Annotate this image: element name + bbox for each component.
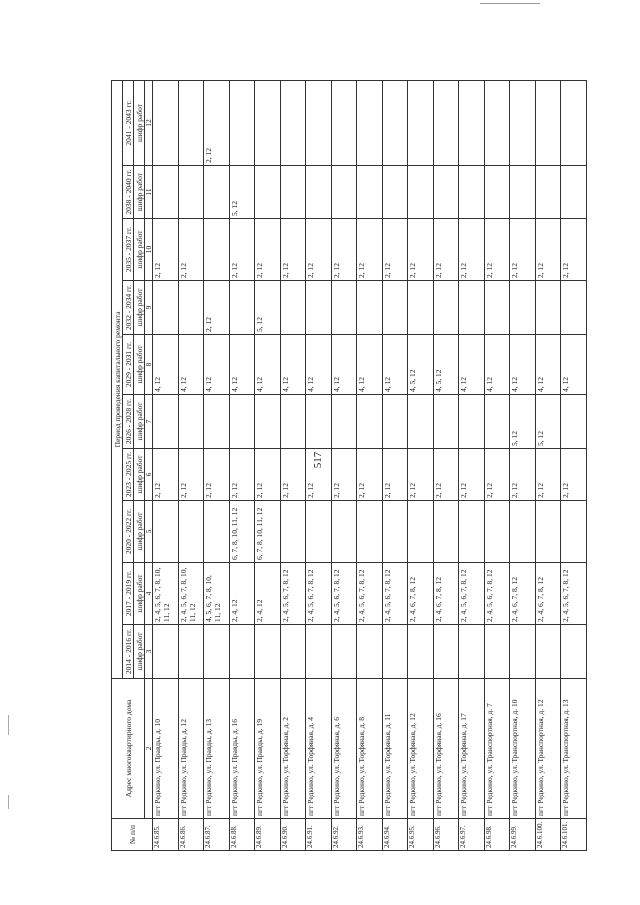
cell-2020 bbox=[178, 501, 204, 563]
cell-2038 bbox=[153, 166, 179, 219]
cell-2017: 2, 4, 5, 6, 7, 8, 12 bbox=[357, 563, 383, 625]
cell-2014 bbox=[408, 625, 434, 679]
cell-2041 bbox=[433, 80, 459, 165]
cell-2020 bbox=[561, 501, 587, 563]
cell-2038 bbox=[204, 166, 230, 219]
row-number: 24.6.91. bbox=[306, 819, 332, 851]
cell-2023: 2, 12 bbox=[280, 449, 306, 501]
table-body bbox=[153, 80, 587, 850]
row-number: 24.6.99. bbox=[510, 819, 536, 851]
cell-2041 bbox=[535, 80, 561, 165]
table-row bbox=[382, 80, 408, 850]
cell-2029: 4, 12 bbox=[459, 335, 485, 395]
cell-2041 bbox=[280, 80, 306, 165]
cell-2038 bbox=[433, 166, 459, 219]
cell-2035: 2, 12 bbox=[153, 219, 179, 281]
row-address: пгт Редкино, ул. Торфяная, д. 4 bbox=[306, 679, 332, 819]
cell-2035: 2, 12 bbox=[229, 219, 255, 281]
cell-2023: 2, 12 bbox=[433, 449, 459, 501]
row-address: пгт Редкино, ул. Правды, д. 10 bbox=[153, 679, 179, 819]
row-number: 24.6.93. bbox=[357, 819, 383, 851]
cell-2035: 2, 12 bbox=[357, 219, 383, 281]
header-index: 4 bbox=[145, 563, 153, 625]
cell-2026 bbox=[433, 395, 459, 449]
table-row bbox=[280, 80, 306, 850]
header-cipher: шифр работ bbox=[134, 625, 145, 679]
header-num: № п/п bbox=[112, 819, 153, 851]
cell-2041 bbox=[459, 80, 485, 165]
row-number: 24.6.101. bbox=[561, 819, 587, 851]
header-period: 2038 - 2040 гг. bbox=[123, 166, 134, 219]
cell-2038: 5, 12 bbox=[229, 166, 255, 219]
cell-2014 bbox=[306, 625, 332, 679]
header-cipher: шифр работ bbox=[134, 563, 145, 625]
header-index: 12 bbox=[145, 80, 153, 165]
row-number: 24.6.94. bbox=[382, 819, 408, 851]
cell-2023: 2, 12 bbox=[204, 449, 230, 501]
cell-2020 bbox=[433, 501, 459, 563]
cell-2029: 4, 12 bbox=[280, 335, 306, 395]
row-address: пгт Редкино, ул. Транспортная, д. 10 bbox=[510, 679, 536, 819]
cell-2017: 2, 4, 5, 6, 7, 8, 12 bbox=[306, 563, 332, 625]
header-index: 6 bbox=[145, 449, 153, 501]
cell-2014 bbox=[510, 625, 536, 679]
cell-2020 bbox=[535, 501, 561, 563]
cell-2014 bbox=[229, 625, 255, 679]
scan-mark bbox=[8, 715, 9, 735]
cell-2035: 2, 12 bbox=[510, 219, 536, 281]
cell-2023: 2, 12 bbox=[357, 449, 383, 501]
cell-2026 bbox=[280, 395, 306, 449]
cell-2026 bbox=[255, 395, 281, 449]
cell-2029: 4, 12 bbox=[306, 335, 332, 395]
table-row bbox=[153, 80, 179, 850]
header-period: 2035 - 2037 гг. bbox=[123, 219, 134, 281]
cell-2023: 2, 12 bbox=[510, 449, 536, 501]
header-index: 10 bbox=[145, 219, 153, 281]
cell-2035: 2, 12 bbox=[178, 219, 204, 281]
cell-2023: 2, 12 bbox=[229, 449, 255, 501]
cell-2020 bbox=[484, 501, 510, 563]
scan-edge bbox=[480, 3, 540, 4]
cell-2017: 2, 4, 5, 6, 7, 8, 12 bbox=[280, 563, 306, 625]
cell-2041 bbox=[229, 80, 255, 165]
cell-2026 bbox=[306, 395, 332, 449]
header-period: 2017 - 2019 гг. bbox=[123, 563, 134, 625]
row-address: пгт Редкино, ул. Правды, д. 13 bbox=[204, 679, 230, 819]
cell-2041 bbox=[153, 80, 179, 165]
table-row bbox=[255, 80, 281, 850]
cell-2038 bbox=[535, 166, 561, 219]
cell-2041 bbox=[382, 80, 408, 165]
row-number: 24.6.85. bbox=[153, 819, 179, 851]
cell-2026 bbox=[229, 395, 255, 449]
cell-2029: 4, 12 bbox=[331, 335, 357, 395]
cell-2026 bbox=[331, 395, 357, 449]
cell-2026 bbox=[357, 395, 383, 449]
cell-2032: 2, 12 bbox=[204, 281, 230, 335]
cell-2026 bbox=[204, 395, 230, 449]
row-number: 24.6.95. bbox=[408, 819, 434, 851]
row-address: пгт Редкино, ул. Торфяная, д. 8 bbox=[357, 679, 383, 819]
cell-2038 bbox=[178, 166, 204, 219]
table-row bbox=[433, 80, 459, 850]
table-row bbox=[229, 80, 255, 850]
cell-2041 bbox=[255, 80, 281, 165]
row-address: пгт Редкино, ул. Транспортная, д. 13 bbox=[561, 679, 587, 819]
row-address: пгт Редкино, ул. Торфяная, д. 12 bbox=[408, 679, 434, 819]
cell-2029: 4, 12 bbox=[255, 335, 281, 395]
header-cipher: шифр работ bbox=[134, 281, 145, 335]
cell-2017: 2, 4, 5, 6, 7, 8, 10, 11, 12 bbox=[178, 563, 204, 625]
cell-2038 bbox=[484, 166, 510, 219]
cell-2032 bbox=[306, 281, 332, 335]
cell-2029: 4, 5, 12 bbox=[408, 335, 434, 395]
cell-2014 bbox=[535, 625, 561, 679]
cell-2017: 2, 4, 6, 7, 8, 12 bbox=[510, 563, 536, 625]
cell-2032 bbox=[535, 281, 561, 335]
row-address: пгт Редкино, ул. Транспортная, д. 7 bbox=[484, 679, 510, 819]
cell-2032 bbox=[510, 281, 536, 335]
page-number: 517 bbox=[312, 451, 324, 469]
row-address: пгт Редкино, ул. Правды, д. 12 bbox=[178, 679, 204, 819]
cell-2026: 5, 12 bbox=[535, 395, 561, 449]
row-number: 24.6.100. bbox=[535, 819, 561, 851]
cell-2020 bbox=[331, 501, 357, 563]
cell-2014 bbox=[433, 625, 459, 679]
row-address: пгт Редкино, ул. Торфяная, д. 16 bbox=[433, 679, 459, 819]
cell-2020 bbox=[510, 501, 536, 563]
cell-2035: 2, 12 bbox=[306, 219, 332, 281]
cell-2029: 4, 5, 12 bbox=[433, 335, 459, 395]
cell-2041 bbox=[178, 80, 204, 165]
cell-2017: 2, 4, 5, 6, 7, 8, 12 bbox=[459, 563, 485, 625]
cell-2014 bbox=[255, 625, 281, 679]
cell-2017: 2, 4, 5, 6, 7, 8, 12 bbox=[331, 563, 357, 625]
cell-2017: 4, 5, 6, 7, 8, 10, 11, 12 bbox=[204, 563, 230, 625]
cell-2029: 4, 12 bbox=[382, 335, 408, 395]
cell-2023: 2, 12 bbox=[535, 449, 561, 501]
cell-2014 bbox=[280, 625, 306, 679]
cell-2038 bbox=[306, 166, 332, 219]
cell-2038 bbox=[255, 166, 281, 219]
table-row bbox=[510, 80, 536, 850]
cell-2035: 2, 12 bbox=[433, 219, 459, 281]
cell-2020 bbox=[280, 501, 306, 563]
cell-2029: 4, 12 bbox=[204, 335, 230, 395]
rotated-table-wrapper bbox=[111, 81, 581, 851]
header-cipher: шифр работ bbox=[134, 219, 145, 281]
cell-2023: 2, 12 bbox=[153, 449, 179, 501]
table-row bbox=[306, 80, 332, 850]
header-period: 2020 - 2022 гг. bbox=[123, 501, 134, 563]
header-cipher: шифр работ bbox=[134, 335, 145, 395]
cell-2035: 2, 12 bbox=[561, 219, 587, 281]
cell-2020 bbox=[204, 501, 230, 563]
cell-2032 bbox=[382, 281, 408, 335]
cell-2023: 2, 12 bbox=[459, 449, 485, 501]
table-row bbox=[459, 80, 485, 850]
cell-2020: 6, 7, 8, 10, 11, 12 bbox=[255, 501, 281, 563]
table-row bbox=[535, 80, 561, 850]
cell-2041 bbox=[357, 80, 383, 165]
cell-2023: 2, 12 bbox=[561, 449, 587, 501]
cell-2023: 2, 12 bbox=[331, 449, 357, 501]
cell-2020 bbox=[357, 501, 383, 563]
header-cipher: шифр работ bbox=[134, 80, 145, 165]
cell-2035: 2, 12 bbox=[382, 219, 408, 281]
cell-2023: 2, 12 bbox=[408, 449, 434, 501]
table-row bbox=[204, 80, 230, 850]
row-number: 24.6.97. bbox=[459, 819, 485, 851]
cell-2035: 2, 12 bbox=[484, 219, 510, 281]
cell-2041 bbox=[484, 80, 510, 165]
row-address: пгт Редкино, ул. Торфяная, д. 6 bbox=[331, 679, 357, 819]
header-index: 11 bbox=[145, 166, 153, 219]
cell-2017: 2, 4, 6, 7, 8, 12 bbox=[433, 563, 459, 625]
cell-2017: 2, 4, 12 bbox=[229, 563, 255, 625]
cell-2023: 2, 12 bbox=[382, 449, 408, 501]
row-address: пгт Редкино, ул. Правды, д. 19 bbox=[255, 679, 281, 819]
header-cipher: шифр работ bbox=[134, 166, 145, 219]
cell-2017: 2, 4, 5, 6, 7, 8, 12 bbox=[561, 563, 587, 625]
cell-2041: 2, 12 bbox=[204, 80, 230, 165]
cell-2020 bbox=[408, 501, 434, 563]
cell-2032 bbox=[484, 281, 510, 335]
cell-2014 bbox=[204, 625, 230, 679]
header-index: 7 bbox=[145, 395, 153, 449]
cell-2014 bbox=[153, 625, 179, 679]
cell-2038 bbox=[561, 166, 587, 219]
cell-2029: 4, 12 bbox=[229, 335, 255, 395]
cell-2026 bbox=[153, 395, 179, 449]
cell-2023: 2, 12 bbox=[306, 449, 332, 501]
cell-2032 bbox=[561, 281, 587, 335]
cell-2032 bbox=[280, 281, 306, 335]
row-address: пгт Редкино, ул. Торфяная, д. 11 bbox=[382, 679, 408, 819]
header-period: 2041 - 2043 гг. bbox=[123, 80, 134, 165]
scan-mark bbox=[8, 795, 9, 809]
cell-2014 bbox=[178, 625, 204, 679]
cell-2038 bbox=[280, 166, 306, 219]
cell-2017: 2, 4, 6, 7, 8, 12 bbox=[535, 563, 561, 625]
table-row bbox=[357, 80, 383, 850]
header-period: 2023 - 2025 гг. bbox=[123, 449, 134, 501]
cell-2017: 2, 4, 5, 6, 7, 8, 10, 11, 12 bbox=[153, 563, 179, 625]
cell-2038 bbox=[510, 166, 536, 219]
row-number: 24.6.92. bbox=[331, 819, 357, 851]
cell-2014 bbox=[331, 625, 357, 679]
header-index: 3 bbox=[145, 625, 153, 679]
cell-2029: 4, 12 bbox=[510, 335, 536, 395]
cell-2032 bbox=[357, 281, 383, 335]
cell-2026 bbox=[561, 395, 587, 449]
cell-2014 bbox=[382, 625, 408, 679]
header-period-title: Период проведения капитального ремонта bbox=[112, 80, 123, 678]
cell-2032 bbox=[331, 281, 357, 335]
cell-2020 bbox=[306, 501, 332, 563]
header-period: 2026 - 2028 гг. bbox=[123, 395, 134, 449]
cell-2035: 2, 12 bbox=[408, 219, 434, 281]
cell-2026: 5, 12 bbox=[510, 395, 536, 449]
cell-2026 bbox=[459, 395, 485, 449]
cell-2026 bbox=[484, 395, 510, 449]
cell-2041 bbox=[408, 80, 434, 165]
cell-2023: 2, 12 bbox=[484, 449, 510, 501]
cell-2029: 4, 12 bbox=[484, 335, 510, 395]
cell-2038 bbox=[459, 166, 485, 219]
cell-2029: 4, 12 bbox=[357, 335, 383, 395]
cell-2014 bbox=[357, 625, 383, 679]
cell-2035: 2, 12 bbox=[459, 219, 485, 281]
row-number: 24.6.98. bbox=[484, 819, 510, 851]
cell-2038 bbox=[331, 166, 357, 219]
cell-2035: 2, 12 bbox=[535, 219, 561, 281]
header-address: Адрес многоквартирного дома bbox=[112, 679, 145, 819]
cell-2038 bbox=[382, 166, 408, 219]
cell-2017: 2, 4, 5, 6, 7, 8, 12 bbox=[484, 563, 510, 625]
cell-2041 bbox=[306, 80, 332, 165]
header-cipher: шифр работ bbox=[134, 395, 145, 449]
cell-2032 bbox=[153, 281, 179, 335]
header-cipher: шифр работ bbox=[134, 501, 145, 563]
row-number: 24.6.88. bbox=[229, 819, 255, 851]
row-number: 24.6.96. bbox=[433, 819, 459, 851]
cell-2026 bbox=[382, 395, 408, 449]
table-row bbox=[331, 80, 357, 850]
header-period: 2029 - 2031 гг. bbox=[123, 335, 134, 395]
cell-2029: 4, 12 bbox=[178, 335, 204, 395]
cell-2041 bbox=[331, 80, 357, 165]
cell-2032 bbox=[229, 281, 255, 335]
cell-2041 bbox=[561, 80, 587, 165]
header-index: 8 bbox=[145, 335, 153, 395]
cell-2014 bbox=[484, 625, 510, 679]
cell-2017: 2, 4, 12 bbox=[255, 563, 281, 625]
cell-2032 bbox=[408, 281, 434, 335]
cell-2017: 2, 4, 6, 7, 8, 12 bbox=[408, 563, 434, 625]
cell-2023: 2, 12 bbox=[178, 449, 204, 501]
cell-2032: 5, 12 bbox=[255, 281, 281, 335]
table-row bbox=[408, 80, 434, 850]
cell-2038 bbox=[357, 166, 383, 219]
header-index: 2 bbox=[145, 679, 153, 819]
row-address: пгт Редкино, ул. Торфяная, д. 2 bbox=[280, 679, 306, 819]
cell-2014 bbox=[561, 625, 587, 679]
row-address: пгт Редкино, ул. Торфяная, д. 17 bbox=[459, 679, 485, 819]
cell-2023: 2, 12 bbox=[255, 449, 281, 501]
row-number: 24.6.89. bbox=[255, 819, 281, 851]
cell-2026 bbox=[408, 395, 434, 449]
cell-2035 bbox=[204, 219, 230, 281]
cell-2041 bbox=[510, 80, 536, 165]
cell-2017: 2, 4, 5, 6, 7, 8, 12 bbox=[382, 563, 408, 625]
cell-2020: 6, 7, 8, 10, 11, 12 bbox=[229, 501, 255, 563]
header-index: 5 bbox=[145, 501, 153, 563]
row-number: 24.6.90. bbox=[280, 819, 306, 851]
cell-2020 bbox=[153, 501, 179, 563]
table-row bbox=[561, 80, 587, 850]
cell-2020 bbox=[459, 501, 485, 563]
row-address: пгт Редкино, ул. Транспортная, д. 12 bbox=[535, 679, 561, 819]
table-row bbox=[178, 80, 204, 850]
header-cipher: шифр работ bbox=[134, 449, 145, 501]
cell-2032 bbox=[459, 281, 485, 335]
repair-schedule-table bbox=[111, 80, 587, 851]
row-number: 24.6.87. bbox=[204, 819, 230, 851]
cell-2035: 2, 12 bbox=[280, 219, 306, 281]
cell-2026 bbox=[178, 395, 204, 449]
cell-2029: 4, 12 bbox=[153, 335, 179, 395]
table-row bbox=[484, 80, 510, 850]
header-index: 9 bbox=[145, 281, 153, 335]
cell-2014 bbox=[459, 625, 485, 679]
row-number: 24.6.86. bbox=[178, 819, 204, 851]
cell-2035: 2, 12 bbox=[331, 219, 357, 281]
cell-2029: 4, 12 bbox=[561, 335, 587, 395]
row-address: пгт Редкино, ул. Правды, д. 16 bbox=[229, 679, 255, 819]
cell-2020 bbox=[382, 501, 408, 563]
cell-2029: 4, 12 bbox=[535, 335, 561, 395]
cell-2038 bbox=[408, 166, 434, 219]
header-period: 2032 - 2034 гг. bbox=[123, 281, 134, 335]
cell-2035: 2, 12 bbox=[255, 219, 281, 281]
cell-2032 bbox=[178, 281, 204, 335]
cell-2032 bbox=[433, 281, 459, 335]
header-period: 2014 - 2016 гг. bbox=[123, 625, 134, 679]
